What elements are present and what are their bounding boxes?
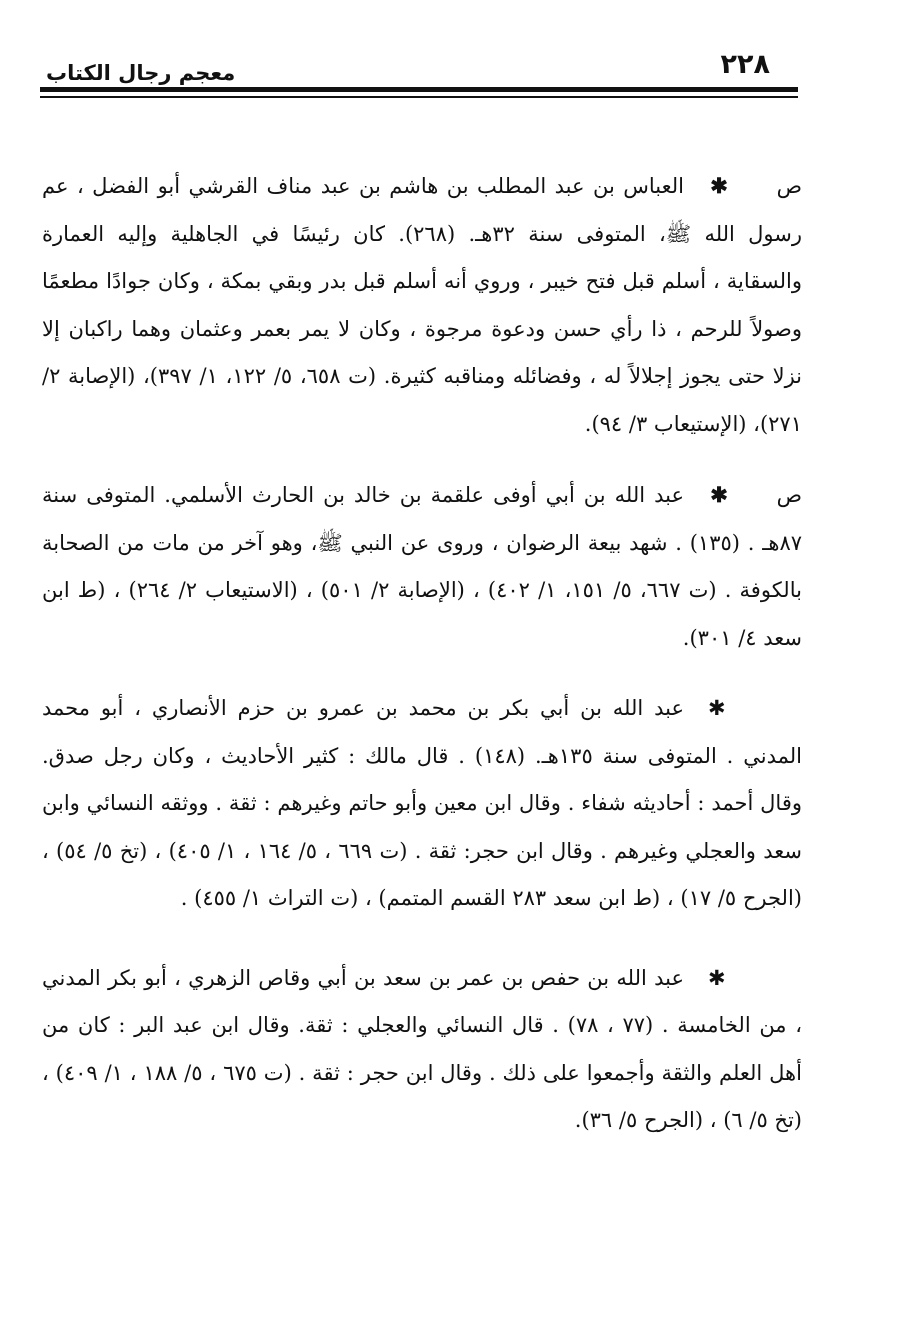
page-number: ٢٢٨ [720, 49, 770, 80]
star-icon: ✱ [710, 173, 728, 198]
entry-abdullah-ibn-abi-awfa [42, 471, 802, 662]
entry-text: عبد الله بن حفص بن عمر بن سعد بن أبي وقاص الزهري ، أبو بكر المدني ، من الخامسة . (٧٧ ، ٧٨) . قال النسائي والعجلي : ثقة. وقال ابن عبد البر : كان من أهل العلم والثقة وأجمعوا على ذلك . وقال ابن حجر : ثقة . (ت ٦٧٥ ، ٥/ ١٨٨ ، ١/ ٤٠٩) ، (تخ ٥/ ٦) ، (الجرح ٥/ ٣٦). [42, 965, 802, 1132]
header-rule-thick [40, 87, 798, 92]
entry-text: عبد الله بن أبي أوفى علقمة بن خالد بن الحارث الأسلمي. المتوفى سنة ٨٧هـ . (١٣٥) . شهد بيعة الرضوان ، وروى عن النبي ﷺ، وهو آخر من مات من الصحابة بالكوفة . (ت ٦٦٧، ٥/ ١٥١، ١/ ٤٠٢) ، (الإصابة ٢/ ٥٠١) ، (الاستيعاب ٢/ ٢٦٤) ، (ط ابن سعد ٤/ ٣٠١). [42, 483, 803, 650]
page-header [40, 50, 798, 102]
star-icon: ✱ [708, 696, 726, 720]
entry-text: عبد الله بن أبي بكر بن محمد بن عمرو بن حزم الأنصاري ، أبو محمد المدني . المتوفى سنة ١٣٥هـ. (١٤٨) . قال مالك : كثير الأحاديث ، وكان رجل صدق. وقال أحمد : أحاديثه شفاء . وقال ابن معين وأبو حاتم وغيرهم : ثقة . ووثقه النسائي وابن سعد والعجلي وغيرهم . وقال ابن حجر: ثقة . (ت ٦٦٩ ، ٥/ ١٦٤ ، ١/ ٤٠٥) ، (تخ ٥/ ٥٤) ، (الجرح ٥/ ١٧) ، (ط ابن سعد ٢٨٣ القسم المتمم) ، (ت التراث ١/ ٤٥٥) . [42, 696, 802, 910]
entry-text: العباس بن عبد المطلب بن هاشم بن عبد مناف القرشي أبو الفضل ، عم رسول الله ﷺ، المتوفى سنة ٣٢هـ. (٢٦٨). كان رئيسًا في الجاهلية وإليه العمارة والسقاية ، أسلم قبل فتح خيبر ، وروي أنه أسلم قبل بدر وبقي بمكة ، وكان جوادًا مطعمًا وصولاً للرحم ، ذا رأي حسن ودعوة مرجوة ، وكان لا يمر بعمر وعثمان وهما راكبان إلا نزلا حتى يجوز إجلالاً له ، وفضائله ومناقبه كثيرة. (ت ٦٥٨، ٥/ ١٢٢، ١/ ٣٩٧)، (الإصابة ٢/ ٢٧١)، (الإستيعاب ٣/ ٩٤). [42, 174, 803, 436]
star-icon: ✱ [708, 965, 726, 990]
header-rule-thin [40, 96, 798, 98]
page-body [42, 162, 802, 1168]
entry-abdullah-ibn-hafs [42, 955, 802, 1145]
entry-al-abbas [42, 162, 802, 448]
entry-marker: ص [776, 174, 802, 198]
star-icon: ✱ [710, 482, 728, 507]
book-title: معجم رجال الكتاب [46, 61, 236, 85]
entry-marker: ص [776, 483, 802, 507]
entry-abdullah-ibn-abi-bakr [42, 685, 802, 923]
